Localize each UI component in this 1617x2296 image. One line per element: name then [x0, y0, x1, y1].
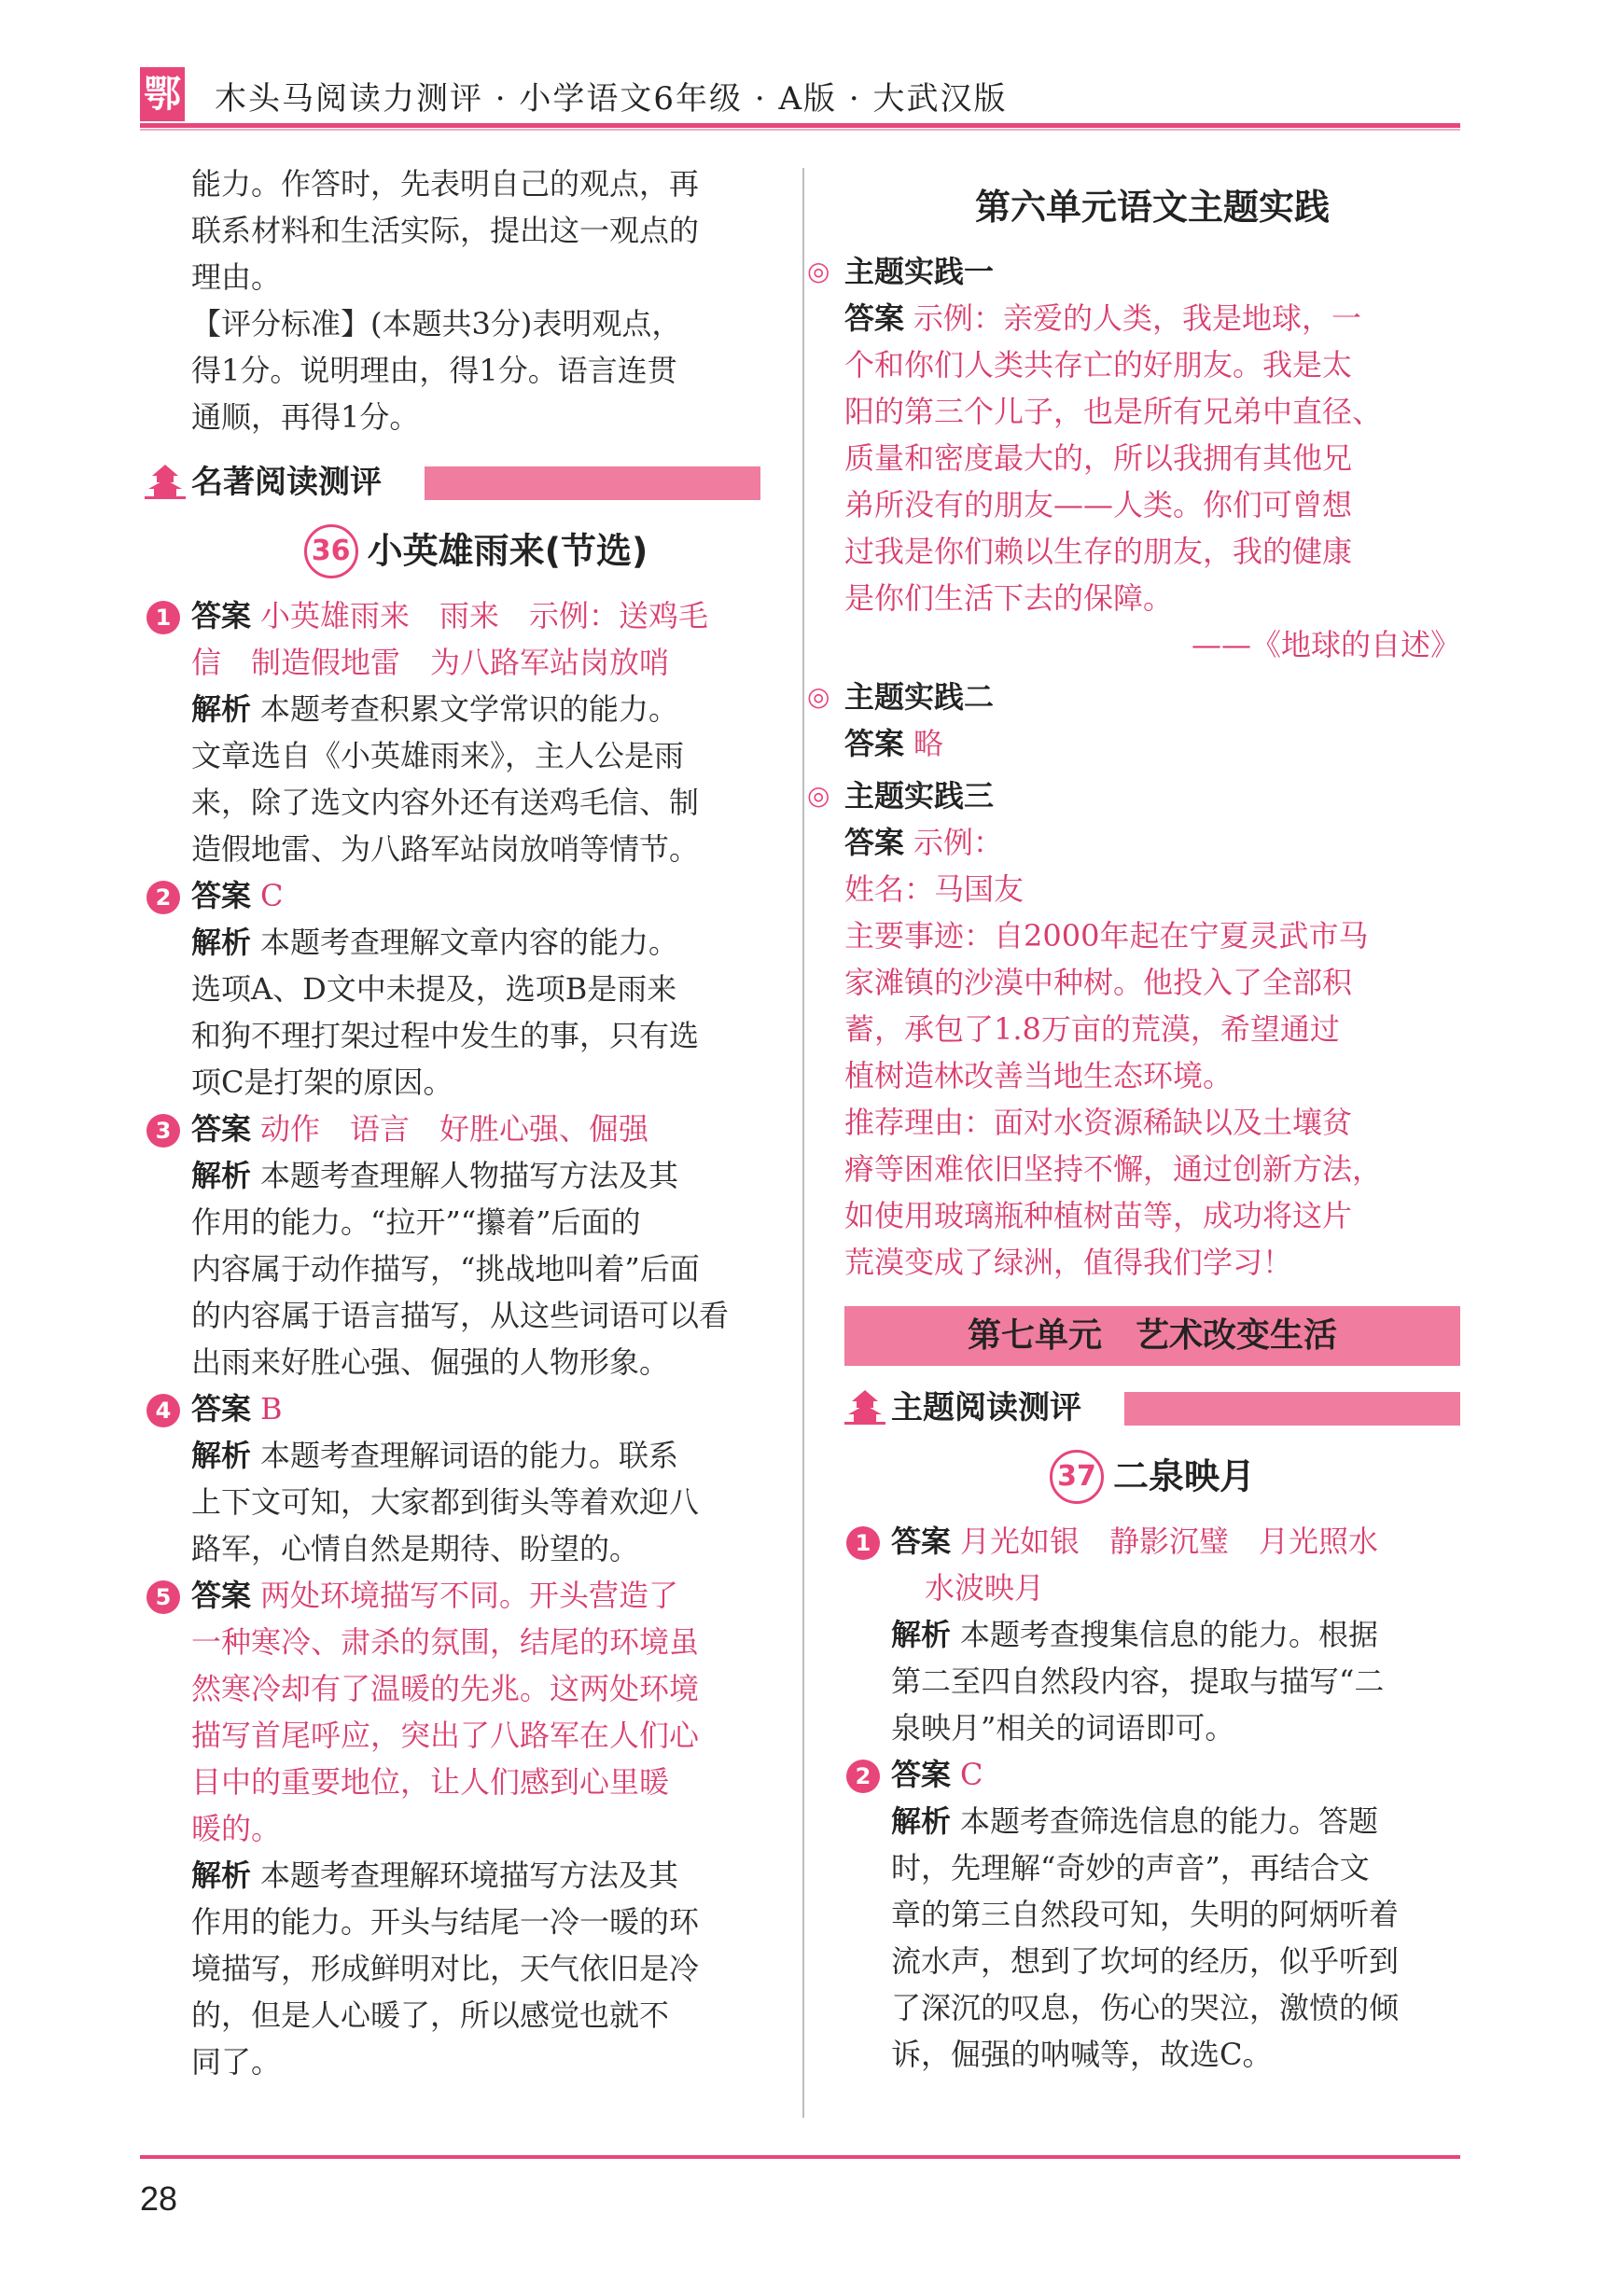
answer-text: 姓名：马国友	[844, 871, 1025, 907]
analysis-label: 解析	[891, 1802, 952, 1839]
answer-label: 答案	[844, 300, 905, 336]
lesson-heading	[191, 521, 760, 579]
answer-text: 阳的第三个儿子，也是所有兄弟中直径、	[844, 394, 1383, 429]
analysis-text: 本题考查理解人物描写方法及其	[260, 1157, 679, 1193]
analysis-text: 文章选自《小英雄雨来》，主人公是雨	[191, 737, 685, 773]
footer-rule	[140, 2155, 1460, 2159]
practice-title: 主题实践二	[844, 679, 995, 715]
answer-text: 水波映月	[925, 1569, 1045, 1606]
lesson-number: 37	[1050, 1450, 1104, 1504]
answer-text: 然寒冷却有了温暖的先兆。这两处环境	[191, 1670, 700, 1706]
lesson-heading	[844, 1446, 1460, 1505]
lesson-title: 二泉映月	[1112, 1455, 1255, 1497]
analysis-text: 项C是打架的原因。	[191, 1064, 453, 1100]
scoring-line: 通顺，再得1分。	[191, 399, 420, 435]
answer-text: 个和你们人类共存亡的好朋友。我是太	[844, 347, 1353, 383]
analysis-label: 解析	[191, 1437, 252, 1473]
answer-text: 推荐理由：面对水资源稀缺以及土壤贫	[844, 1105, 1353, 1140]
intro-line: 理由。	[191, 259, 282, 295]
question-number: 1	[146, 601, 180, 634]
header-rule-thin	[140, 129, 1460, 131]
answer-text: 略	[913, 726, 944, 761]
answer-label: 答案	[191, 597, 252, 633]
question-item	[155, 1385, 760, 1572]
answer-text: 植树造林改善当地生态环境。	[844, 1058, 1234, 1093]
analysis-text: 本题考查理解词语的能力。联系	[260, 1437, 679, 1473]
answer-text: 弟所没有的朋友——人类。你们可曾想	[844, 487, 1353, 522]
analysis-text: 同了。	[191, 2043, 282, 2080]
analysis-text: 选项A、D文中未提及，选项B是雨来	[191, 970, 677, 1007]
unit6-title: 第六单元语文主题实践	[974, 187, 1330, 228]
question-number: 4	[146, 1394, 180, 1427]
answer-text: 月光如银 静影沉璧 月光照水	[960, 1523, 1379, 1559]
answer-text: 动作 语言 好胜心强、倔强	[260, 1110, 649, 1147]
analysis-text: 路军，心情自然是期待、盼望的。	[191, 1530, 640, 1566]
question-item	[155, 1106, 760, 1385]
answer-text: 荒漠变成了绿洲，值得我们学习！	[844, 1245, 1293, 1280]
column-divider	[802, 168, 804, 2118]
practice-title: 主题实践三	[844, 778, 995, 814]
analysis-text: 本题考查筛选信息的能力。答题	[960, 1802, 1379, 1839]
analysis-text: 第二至四自然段内容，提取与描写“二	[891, 1663, 1385, 1699]
analysis-text: 章的第三自然段可知，失明的阿炳听着	[891, 1896, 1400, 1932]
lesson-title: 小英雄雨来(节选)	[367, 530, 648, 572]
analysis-label: 解析	[191, 1857, 252, 1893]
question-item	[855, 1751, 1460, 2078]
question-number: 2	[846, 1760, 880, 1793]
practice-heading	[807, 772, 1460, 819]
answer-text: 质量和密度最大的，所以我拥有其他兄	[844, 440, 1353, 476]
analysis-label: 解析	[891, 1616, 952, 1652]
answer-label: 答案	[191, 1577, 252, 1613]
answer-text: 暖的。	[191, 1810, 282, 1846]
analysis-text: 和狗不理打架过程中发生的事，只有选	[191, 1017, 700, 1053]
right-column	[807, 160, 1460, 2078]
analysis-text: 境描写，形成鲜明对比，天气依旧是冷	[191, 1950, 700, 1986]
analysis-text: 的内容属于语言描写，从这些词语可以看	[191, 1297, 730, 1333]
double-circle-icon: ◎	[807, 780, 830, 811]
scoring-label: 【评分标准】	[191, 306, 371, 341]
analysis-text: 作用的能力。“拉开”“攥着”后面的	[191, 1204, 641, 1240]
answer-text: 两处环境描写不同。开头营造了	[260, 1577, 679, 1613]
practice-heading	[807, 674, 1460, 720]
intro-line: 能力。作答时，先表明自己的观点，再	[191, 166, 700, 202]
book-title: 木头马阅读力测评 · 小学语文6年级 · A版 · 大武汉版	[215, 80, 1008, 118]
analysis-label: 解析	[191, 1157, 252, 1193]
answer-label: 答案	[891, 1523, 952, 1559]
question-item	[155, 1572, 760, 2085]
answer-label: 答案	[891, 1756, 952, 1792]
answer-text: C	[260, 877, 284, 913]
section-bar-fill	[425, 466, 760, 500]
analysis-text: 本题考查搜集信息的能力。根据	[960, 1616, 1379, 1652]
lesson-number: 36	[304, 524, 358, 578]
pagoda-icon	[844, 1388, 885, 1426]
section-bar-fill	[1124, 1392, 1460, 1426]
analysis-text: 造假地雷、为八路军站岗放哨等情节。	[191, 830, 700, 867]
analysis-text: 流水声，想到了坎坷的经历，似乎听到	[891, 1942, 1400, 1979]
analysis-text: 时，先理解“奇妙的声音”，再结合文	[891, 1849, 1370, 1886]
answer-text: 描写首尾呼应，突出了八路军在人们心	[191, 1717, 700, 1753]
answer-text: 信 制造假地雷 为八路军站岗放哨	[191, 644, 670, 680]
analysis-text: 本题考查理解文章内容的能力。	[260, 924, 679, 960]
double-circle-icon: ◎	[807, 681, 830, 712]
answer-label: 答案	[844, 726, 905, 761]
answer-text: B	[260, 1390, 283, 1426]
answer-text: 如使用玻璃瓶种植树苗等，成功将这片	[844, 1198, 1353, 1233]
question-number: 1	[846, 1526, 880, 1560]
pagoda-icon	[145, 463, 186, 500]
answer-text: 蓄，承包了1.8万亩的荒漠，希望通过	[844, 1011, 1340, 1047]
unit7-banner: 第七单元 艺术改变生活	[844, 1306, 1460, 1366]
answer-text: 瘠等困难依旧坚持不懈，通过创新方法，	[844, 1151, 1383, 1187]
answer-text: C	[960, 1756, 983, 1792]
analysis-text: 诉，倔强的呐喊等，故选C。	[891, 2036, 1273, 2072]
analysis-text: 内容属于动作描写，“挑战地叫着”后面	[191, 1250, 700, 1287]
analysis-text: 了深沉的叹息，伤心的哭泣，激愤的倾	[891, 1989, 1400, 2025]
answer-text: 一种寒冷、肃杀的氛围，结尾的环境虽	[191, 1623, 700, 1660]
analysis-text: 出雨来好胜心强、倔强的人物形象。	[191, 1343, 670, 1380]
answer-label: 答案	[191, 877, 252, 913]
analysis-text: 本题考查理解环境描写方法及其	[260, 1857, 679, 1893]
left-column	[155, 160, 760, 2085]
question-number: 5	[146, 1580, 180, 1614]
answer-text: 示例：	[913, 825, 1004, 860]
practice-heading	[807, 248, 1460, 295]
answer-text: 家滩镇的沙漠中种树。他投入了全部积	[844, 965, 1353, 1000]
answer-text: 主要事迹：自2000年起在宁夏灵武市马	[844, 918, 1369, 953]
answer-text: 目中的重要地位，让人们感到心里暖	[191, 1763, 670, 1800]
analysis-text: 本题考查积累文学常识的能力。	[260, 690, 679, 727]
answer-text: 小英雄雨来 雨来 示例：送鸡毛	[260, 597, 709, 633]
section-header-theme	[891, 1383, 1460, 1433]
logo-badge: 鄂	[140, 67, 185, 121]
question-number: 2	[146, 881, 180, 914]
page-number: 28	[140, 2179, 178, 2218]
answer-label: 答案	[844, 825, 905, 860]
answer-label: 答案	[191, 1390, 252, 1426]
section-header-classics	[191, 457, 760, 508]
analysis-text: 泉映月”相关的词语即可。	[891, 1709, 1235, 1746]
intro-line: 联系材料和生活实际，提出这一观点的	[191, 213, 700, 248]
question-number: 3	[146, 1114, 180, 1148]
answer-label: 答案	[191, 1110, 252, 1147]
question-item	[155, 872, 760, 1106]
answer-source: ——《地球的自述》	[1191, 627, 1460, 662]
question-item	[155, 592, 760, 872]
section-title: 主题阅读测评	[891, 1389, 1091, 1426]
analysis-label: 解析	[191, 690, 252, 727]
analysis-text: 上下文可知，大家都到街头等着欢迎八	[191, 1483, 700, 1520]
answer-text: 是你们生活下去的保障。	[844, 580, 1174, 616]
analysis-text: 的，但是人心暖了，所以感觉也就不	[191, 1997, 670, 2033]
scoring-line	[191, 300, 760, 347]
practice-title: 主题实践一	[844, 254, 995, 289]
analysis-text: 作用的能力。开头与结尾一冷一暖的环	[191, 1903, 700, 1940]
header-rule	[140, 123, 1460, 128]
scoring-text: (本题共3分)表明观点，	[370, 306, 682, 341]
section-title: 名著阅读测评	[191, 464, 391, 501]
answer-text: 过我是你们赖以生存的朋友，我的健康	[844, 534, 1353, 569]
analysis-text: 来，除了选文内容外还有送鸡毛信、制	[191, 784, 700, 820]
question-item	[855, 1518, 1460, 1751]
scoring-line: 得1分。说明理由，得1分。语言连贯	[191, 353, 677, 388]
double-circle-icon: ◎	[807, 256, 830, 286]
answer-text: 示例：亲爱的人类，我是地球，一	[913, 300, 1362, 336]
analysis-label: 解析	[191, 924, 252, 960]
